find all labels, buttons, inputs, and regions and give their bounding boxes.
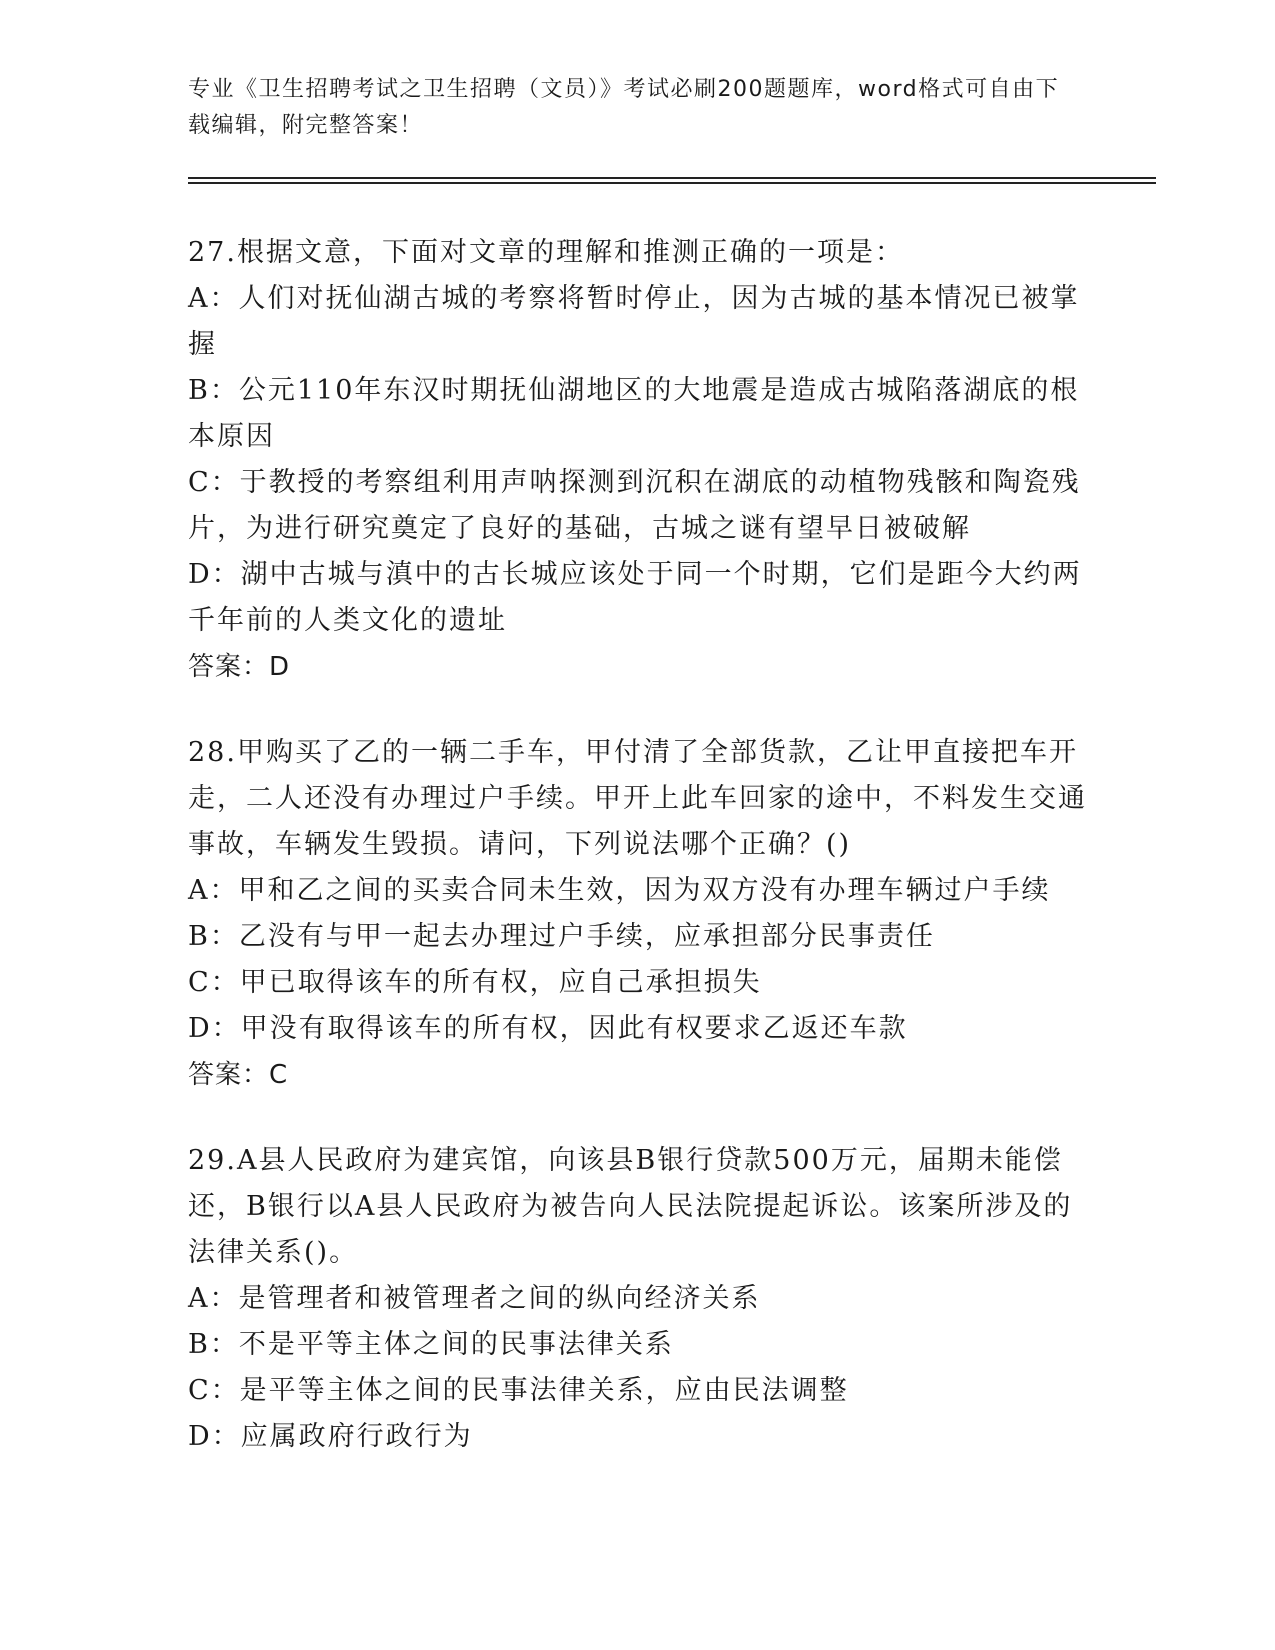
header-divider-bottom <box>188 182 1156 184</box>
question-stem: 28.甲购买了乙的一辆二手车，甲付清了全部货款，乙让甲直接把车开走，二人还没有办理过户手续。甲开上此车回家的途中，不料发生交通事故，车辆发生毁损。请问，下列说法哪个正确？() <box>188 737 1087 860</box>
option-d: D：甲没有取得该车的所有权，因此有权要求乙返还车款 <box>188 1013 908 1044</box>
question-29 <box>188 1138 1088 1460</box>
question-stem: 29.A县人民政府为建宾馆，向该县B银行贷款500万元，届期未能偿还，B银行以A县人民政府为被告向人民法院提起诉讼。该案所涉及的法律关系()。 <box>188 1145 1073 1268</box>
option-b: B：不是平等主体之间的民事法律关系 <box>188 1329 674 1360</box>
option-d: D：湖中古城与滇中的古长城应该处于同一个时期，它们是距今大约两千年前的人类文化的遗址 <box>188 559 1082 636</box>
option-b: B：公元110年东汉时期抚仙湖地区的大地震是造成古城陷落湖底的根本原因 <box>188 375 1080 452</box>
header-divider-top <box>188 177 1156 179</box>
answer-label: 答案：C <box>188 1060 289 1090</box>
answer-label: 答案：D <box>188 652 291 682</box>
option-a: A：是管理者和被管理者之间的纵向经济关系 <box>188 1283 761 1314</box>
option-c: C：于教授的考察组利用声呐探测到沉积在湖底的动植物残骸和陶瓷残片，为进行研究奠定了良好的基础，古城之谜有望早日被破解 <box>188 467 1081 544</box>
question-27 <box>188 230 1088 690</box>
question-28 <box>188 730 1088 1098</box>
option-c: C：甲已取得该车的所有权，应自己承担损失 <box>188 967 762 998</box>
question-stem: 27.根据文意，下面对文章的理解和推测正确的一项是： <box>188 237 904 268</box>
question-list <box>188 230 1088 1500</box>
option-a: A：人们对抚仙湖古城的考察将暂时停止，因为古城的基本情况已被掌握 <box>188 283 1080 360</box>
option-c: C：是平等主体之间的民事法律关系，应由民法调整 <box>188 1375 849 1406</box>
document-header: 专业《卫生招聘考试之卫生招聘（文员）》考试必刷200题题库，word格式可自由下载编辑，附完整答案！ <box>188 77 1060 138</box>
option-a: A：甲和乙之间的买卖合同未生效，因为双方没有办理车辆过户手续 <box>188 875 1051 906</box>
option-b: B：乙没有与甲一起去办理过户手续，应承担部分民事责任 <box>188 921 935 952</box>
option-d: D：应属政府行政行为 <box>188 1421 473 1452</box>
